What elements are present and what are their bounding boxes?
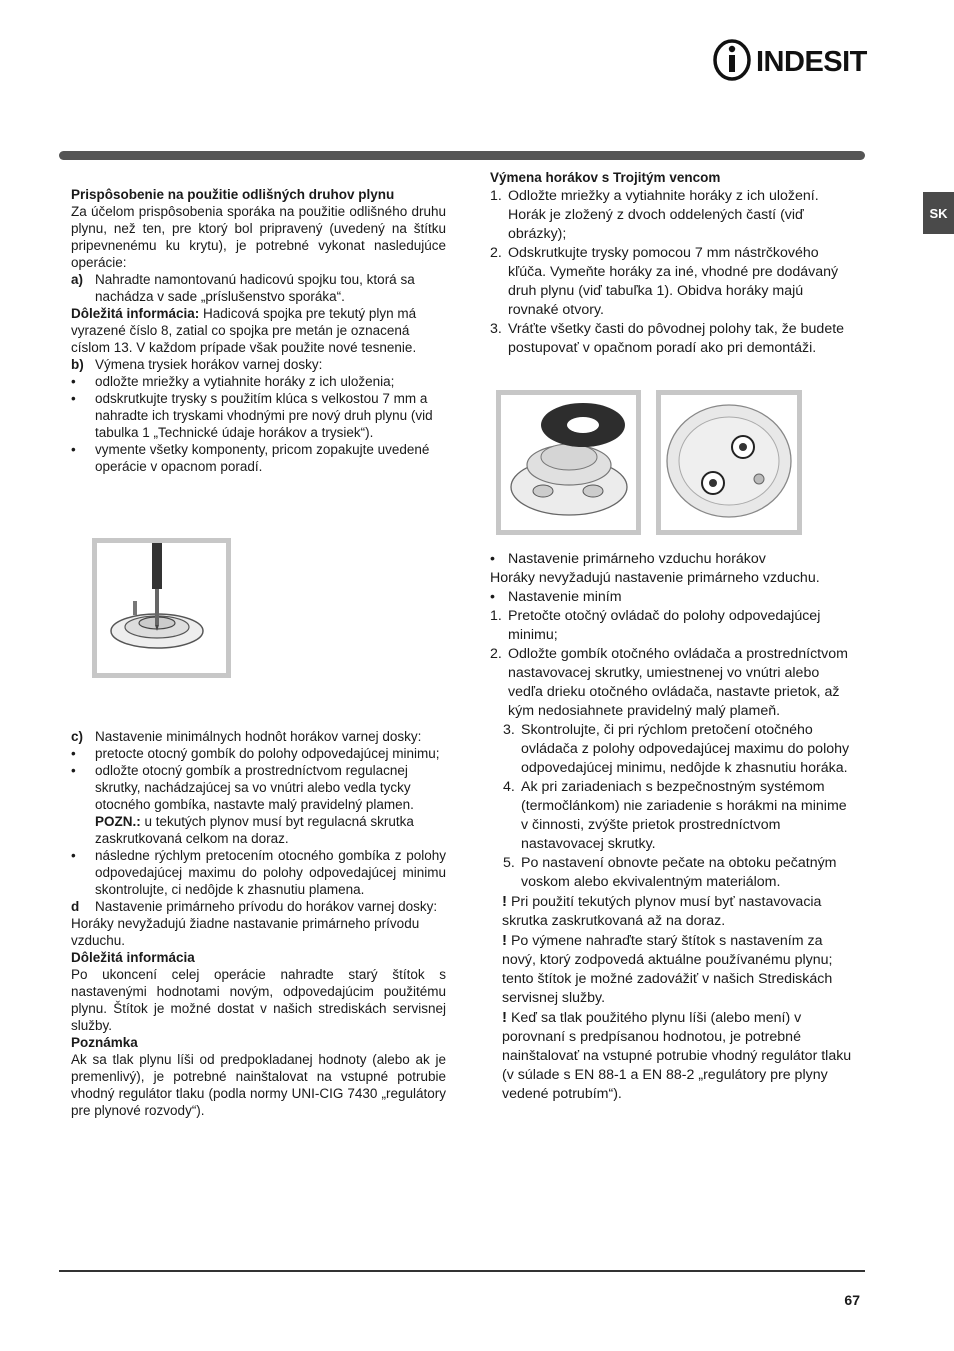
bullet-item: • odložte mriežky a vytiahnite horáky z ich uloženia; [71, 374, 395, 389]
bullet-item: • Nastavenie primárneho vzduchu horákov [490, 551, 766, 567]
step-a: a) Nahradte namontovanú hadicovú spojku tou, ktorá sa nachádza v sade „príslušenstvo sporáka“. [71, 272, 415, 304]
step-5: 5. Po nastavení obnovte pečate na obtoku pečatným voskom alebo ekvivalentným materiálom. [503, 855, 837, 890]
warning-icon: ! [502, 893, 507, 910]
header-bar [59, 151, 865, 160]
warning-icon: ! [502, 1009, 507, 1026]
paragraph: Horáky nevyžadujú nastavenie primárneho vzduchu. [490, 570, 820, 586]
step-3: 3. Vráťte všetky časti do pôvodnej polohy tak, že budete postupovať v opačnom poradí ako pri demontáži. [490, 321, 845, 356]
right-column-upper [490, 168, 852, 358]
bullet-item: • odložte otocný gombík a prostredníctvom regulacnej skrutky, nachádzajúcej sa vo vnútri alebo vedla tycky otocného gombíka, nastavte malý pravidelný plamen. POZN.: u tekutých plynov musí byt regulacná skrutka zaskrutkovaná celkom na doraz. [71, 763, 414, 846]
step-c: c) Nastavenie minimálnych hodnôt horákov varnej dosky: [71, 729, 422, 744]
warning: ! Keď sa tlak použitého plynu líši (alebo mení) v porovnaní s predpísanou hodnotou, je potrebné nainštalovať na vstupné potrubie vhodný regulátor tlaku (v súlade s EN 88-1 a EN 88-2 „regulátory pre plyny vedené potrubím“). [502, 1009, 852, 1102]
bullet-item: • Nastavenie miním [490, 589, 622, 605]
step-4: 4. Ak pri zariadeniach s bezpečnostným systémom (termočlánkom) nie zariadenie s horákmi na minime v činnosti, zvýšte prietok prostredníctvom nastavovacej skrutky. [503, 779, 847, 852]
page-number: 67 [844, 1292, 860, 1308]
paragraph: Horáky nevyžadujú žiadne nastavanie primárneho prívodu vzduchu. [71, 916, 420, 948]
warning: ! Pri použití tekutých plynov musí byť nastavovacia skrutka zaskrutkovaná až na doraz. [502, 893, 822, 929]
left-column-lower [71, 728, 446, 1119]
paragraph: Po ukoncení celej operácie nahradte starý štítok s nastavenými hodnotami novým, odpovedajúcim použitému plynu. Štítok je možné dostat v našich strediskách servisnej služby. [71, 967, 446, 1033]
brand-text: INDESIT [756, 46, 867, 78]
warning: ! Po výmene nahraďte starý štítok s nastavením za nový, ktorý zodpovedá aktuálne používanému plynu; tento štítok je možné zadovážiť v našich Strediskách servisnej služby. [502, 932, 833, 1006]
step-3: 3. Skontrolujte, či pri rýchlom pretočení otočného ovládača z polohy odpovedajúcej maximu do polohy odpovedajúcej minimu, nedôjde k zhasnutiu horáka. [503, 722, 850, 776]
step-d: d Nastavenie primárneho prívodu do horákov varnej dosky: [71, 899, 438, 914]
bullet-item: • vymente všetky komponenty, pricom zopakujte uvedené operácie v opacnom poradí. [71, 442, 430, 474]
step-1: 1. Odložte mriežky a vytiahnite horáky z ich uložení. Horák je zložený z dvoch oddelených častí (viď obrázky); [490, 188, 819, 242]
step-1: 1. Pretočte otočný ovládač do polohy odpovedajúcej minimu; [490, 608, 821, 643]
bullet-item: • pretocte otocný gombík do polohy odpovedajúcej minimu; [71, 746, 440, 761]
indesit-logo-mark [712, 38, 868, 82]
right-column-lower [490, 550, 852, 1104]
section-title: Výmena horákov s Trojitým vencom [490, 170, 721, 185]
paragraph: Za účelom prispôsobenia sporáka na použitie odlišného druhu plynu, než ten, pre ktorý bol pripravený (uvedený na štítku pripevnenému ku krytu), je potrebné vykonat nasledujúce operácie: [71, 204, 446, 270]
note-title: Poznámka [71, 1035, 138, 1050]
footer-rule [59, 1270, 865, 1272]
important-title: Dôležitá informácia [71, 950, 195, 965]
burner-disassembly-illustration [496, 390, 641, 535]
step-2: 2. Odložte gombík otočného ovládača a prostredníctvom nastavovacej skrutky, umiestnenej vo vnútri alebo vedľa drieku otočného ovládača, nastavte prietok, až kým nedosiahnete pravidelný malý plameň. [490, 646, 848, 719]
bullet-item: • odskrutkujte trysky s použitím klúca s velkostou 7 mm a nahradte ich tryskami vhodnými pre nový druh plynu (vid tabulka 1 „Technické údaje horákov a trysiek“). [71, 391, 433, 440]
left-column-upper [71, 186, 446, 475]
step-2: 2. Odskrutkujte trysky pomocou 7 mm nástrčkového kľúča. Vymeňte horáky za iné, vhodné pre dodávaný druh plynu (viď tabuľka 1). Obidva horáky majú rovnaké otvory. [490, 245, 839, 318]
burner-adjustment-illustration [92, 538, 231, 678]
language-tab: SK [923, 192, 954, 234]
paragraph: Ak sa tlak plynu líši od predpokladanej hodnoty (alebo ak je premenlivý), je potrebné nainštalovat na vstupné potrubie vhodný regulátor tlaku (podla normy UNI-CIG 7430 „regulátory pre plynové rozvody“). [71, 1052, 446, 1118]
burner-base-illustration [656, 390, 802, 535]
important-info: Dôležitá informácia: Hadicová spojka pre tekutý plyn má vyrazené číslo 8, zatial co spojka pre metán je oznacená císlom 13. V každom prípade však použite nové tesnenie. [71, 306, 417, 355]
section-title: Prispôsobenie na použitie odlišných druhov plynu [71, 187, 395, 202]
warning-icon: ! [502, 932, 507, 949]
indesit-logo [712, 38, 868, 82]
bullet-item: • následne rýchlym pretocením otocného gombíka z polohy odpovedajúcej maximu do polohy odpovedajúcej minimu skontrolujte, ci nedôjde k zhasnutiu plamena. [71, 848, 446, 897]
step-b: b) Výmena trysiek horákov varnej dosky: [71, 357, 323, 372]
